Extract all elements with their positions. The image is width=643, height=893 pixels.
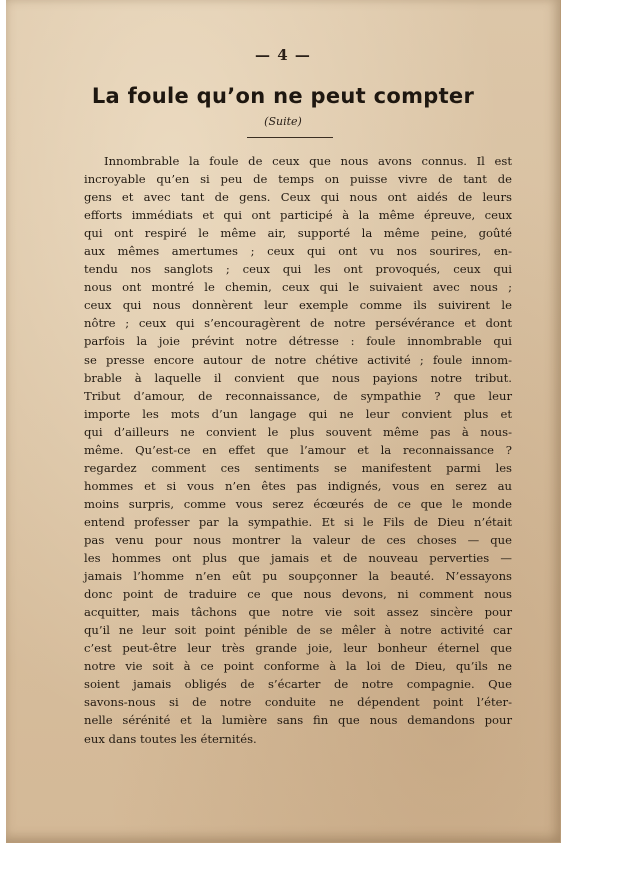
body-line: hommes et si vous n’en êtes pas indignés, vous en serez au	[84, 478, 512, 493]
body-line: notre vie soit à ce point conforme à la loi de Dieu, qu’ils ne	[84, 659, 512, 674]
body-line: eux dans toutes les éternités.	[84, 731, 257, 746]
body-line: pas venu pour nous montrer la valeur de ces choses — que	[84, 532, 512, 547]
body-line: donc point de traduire ce que nous devons, ni comment nous	[84, 587, 512, 602]
body-line: gens et avec tant de gens. Ceux qui nous ont aidés de leurs	[84, 190, 512, 205]
body-line: efforts immédiats et qui ont participé à la même épreuve, ceux	[84, 208, 512, 223]
body-line: qu’il ne leur soit point pénible de se mêler à notre activité car	[84, 623, 512, 638]
body-line: qui d’ailleurs ne convient le plus souvent même pas à nous-	[84, 424, 512, 439]
body-line: importe les mots d’un langage qui ne leur convient plus et	[84, 406, 512, 421]
body-line: aux mêmes amertumes ; ceux qui ont vu nos sourires, en-	[84, 244, 512, 259]
article-subtitle: (Suite)	[264, 115, 302, 128]
body-line: nous ont montré le chemin, ceux qui le suivaient avec nous ;	[84, 280, 512, 295]
body-line: Innombrable la foule de ceux que nous avons connus. Il est	[104, 154, 512, 168]
body-line: se presse encore autour de notre chétive activité ; foule innom-	[84, 352, 512, 367]
body-line: Tribut d’amour, de reconnaissance, de sympathie ? que leur	[84, 388, 512, 403]
body-line: regardez comment ces sentiments se manifestent parmi les	[84, 460, 512, 475]
body-line: jamais l’homme n’en eût pu soupçonner la beauté. N’essayons	[84, 569, 512, 584]
body-line: tendu nos sanglots ; ceux qui les ont provoqués, ceux qui	[84, 262, 512, 277]
article-body	[84, 152, 512, 748]
body-line: acquitter, mais tâchons que notre vie soit assez sincère pour	[84, 605, 512, 620]
body-line: les hommes ont plus que jamais et de nouveau perverties —	[84, 551, 512, 566]
body-line: nelle sérénité et la lumière sans fin que nous demandons pour	[84, 713, 512, 728]
body-line: ceux qui nous donnèrent leur exemple comme ils suivirent le	[84, 298, 512, 313]
body-line: entend professer par la sympathie. Et si le Fils de Dieu n’était	[84, 514, 512, 529]
body-line: qui ont respiré le même air, supporté la même peine, goûté	[84, 226, 512, 241]
body-line: c’est peut-être leur très grande joie, leur bonheur éternel que	[84, 641, 512, 656]
body-line: parfois la joie prévint notre détresse : foule innombrable qui	[84, 334, 512, 349]
body-line: nôtre ; ceux qui s’encouragèrent de notre persévérance et dont	[84, 316, 512, 331]
body-line: savons-nous si de notre conduite ne dépendent point l’éter-	[84, 695, 512, 710]
body-line: soient jamais obligés de s’écarter de notre compagnie. Que	[84, 677, 512, 692]
body-line: brable à laquelle il convient que nous payions notre tribut.	[84, 370, 512, 385]
body-line: moins surpris, comme vous serez écœurés de ce que le monde	[84, 496, 512, 511]
body-line: incroyable qu’en si peu de temps on puisse vivre de tant de	[84, 172, 512, 187]
page-number: — 4 —	[255, 46, 311, 64]
body-line: même. Qu’est-ce en effet que l’amour et la reconnaissance ?	[84, 442, 512, 457]
article-title: La foule qu’on ne peut compter	[91, 84, 475, 108]
paper-sheet	[6, 0, 561, 843]
title-divider	[247, 137, 333, 138]
